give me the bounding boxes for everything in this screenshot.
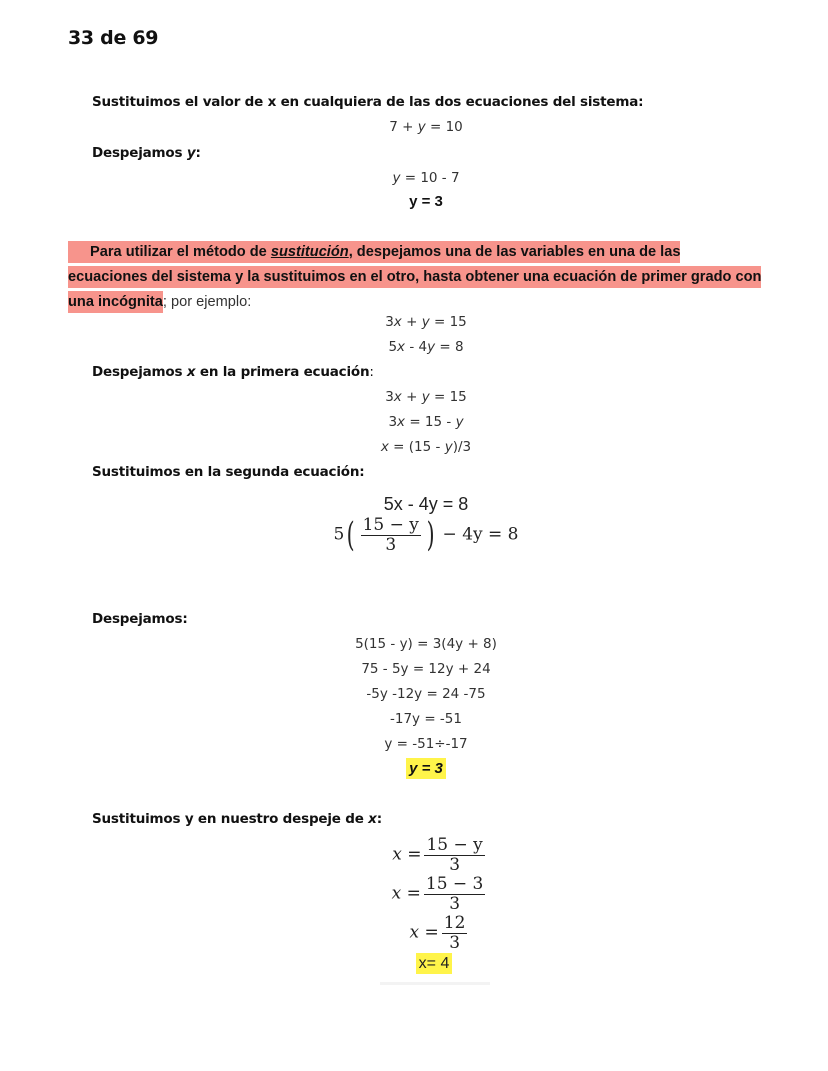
despejamos-label: Despejamos: [92, 611, 188, 627]
eq-5x-4y-8: 5x - 4y = 8 [383, 494, 469, 514]
eq-var: y [421, 389, 430, 405]
label-var: x [368, 811, 377, 827]
lhs: x = [409, 922, 439, 943]
label-var: y [186, 145, 196, 161]
fraction [424, 836, 484, 874]
solve-x-label [92, 364, 374, 380]
keyword-sustitucion: sustitución [270, 244, 349, 260]
eq-part: 3 [385, 389, 394, 405]
eq-part: = 15 [429, 389, 467, 405]
substitution-method-paragraph [68, 240, 762, 315]
eq-var: y [444, 439, 453, 455]
eq-part: = 10 - 7 [400, 170, 460, 186]
eq-part: = 15 - [405, 414, 456, 430]
eq-var: x [393, 389, 402, 405]
equation-y-10-minus-7 [276, 170, 576, 186]
eq-var: x [393, 314, 402, 330]
label-text: Sustituimos y en nuestro despeje de [92, 811, 369, 827]
page-indicator: 33 de 69 [68, 27, 159, 49]
numerator: 15 − 3 [425, 874, 484, 894]
label-text: en la primera ecuación [195, 364, 370, 380]
eq-part: 7 + [389, 119, 418, 135]
system-eq-1 [276, 314, 576, 330]
fraction-eq-3 [290, 914, 590, 952]
result-x-4-highlighted [284, 955, 584, 973]
eq-var: y [392, 170, 401, 186]
eq-part: + [401, 389, 422, 405]
result-y-3-highlighted [276, 760, 576, 777]
result-y-equals-3 [276, 193, 576, 210]
fraction [424, 875, 486, 913]
fraction [442, 914, 468, 952]
eq-part: = 15 [429, 314, 467, 330]
denominator: 3 [449, 932, 461, 953]
fraction-eq-1 [290, 836, 590, 874]
para-text: Para utilizar el método de [90, 244, 271, 260]
label-text: : [195, 145, 201, 161]
eq-part: + [401, 314, 422, 330]
solve-y-label [92, 145, 201, 161]
numerator: 15 − y [362, 515, 419, 535]
eq-var: y [455, 414, 464, 430]
equation-7-plus-y [276, 119, 576, 135]
eq-part: = 8 [435, 339, 464, 355]
label-text: Despejamos [92, 364, 187, 380]
para-tail: ; por ejemplo: [162, 294, 252, 310]
step-eq-1 [276, 389, 576, 405]
coefficient: 5 [333, 524, 345, 545]
substitute-second-label: Sustituimos en la segunda ecuación: [92, 464, 365, 480]
numerator: 15 − y [426, 835, 483, 855]
substitute-x-label: Sustituimos el valor de x en cualquiera de las dos ecuaciones del sistema: [92, 94, 644, 110]
system-eq-2 [276, 339, 576, 355]
step-3: -5y -12y = 24 -75 [366, 686, 486, 702]
denominator: 3 [449, 854, 461, 875]
substitute-y-label [92, 811, 382, 827]
eq-var: y [427, 339, 436, 355]
fraction [361, 516, 421, 554]
eq-part: - 4 [405, 339, 428, 355]
highlighted-result: y = 3 [406, 758, 446, 779]
lhs: x = [392, 844, 422, 865]
lhs: x = [391, 883, 421, 904]
step-eq-3 [276, 439, 576, 455]
label-var: x [186, 364, 196, 380]
right-paren: ) [426, 515, 435, 556]
substituted-equation [276, 516, 576, 554]
denominator: 3 [449, 893, 461, 914]
step-4: -17y = -51 [390, 711, 462, 727]
eq-rest: − 4y = 8 [437, 524, 519, 545]
eq-var: x [397, 414, 406, 430]
step-1: 5(15 - y) = 3(4y + 8) [355, 636, 497, 652]
numerator: 12 [443, 913, 466, 933]
eq-part: )/3 [452, 439, 472, 455]
eq-var: x [397, 339, 406, 355]
eq-var: x [380, 439, 389, 455]
eq-part: = 10 [425, 119, 463, 135]
left-paren: ( [346, 515, 355, 556]
eq-part: 3 [385, 314, 394, 330]
step-2: 75 - 5y = 12y + 24 [361, 661, 491, 677]
fraction-eq-2 [290, 875, 590, 913]
denominator: 3 [385, 534, 397, 555]
eq-var: y [421, 314, 430, 330]
divider [380, 982, 490, 985]
eq-part: 3 [388, 414, 398, 430]
eq-part: = (15 - [388, 439, 445, 455]
result-text: y = 3 [409, 193, 443, 210]
eq-var: y [417, 119, 426, 135]
label-text: Despejamos [92, 145, 187, 161]
label-text: : [376, 811, 382, 827]
step-5: y = -51÷-17 [384, 736, 468, 752]
para-text: , despejamos una de las variables en una de las ecuaciones del sistema y la sustituimos en el otro, hasta obtener una ecuación de primer grado con una incógnita [68, 244, 762, 310]
eq-part: 5 [388, 339, 398, 355]
label-colon: : [369, 364, 374, 380]
highlighted-result: x= 4 [416, 953, 453, 974]
step-eq-2 [276, 414, 576, 430]
